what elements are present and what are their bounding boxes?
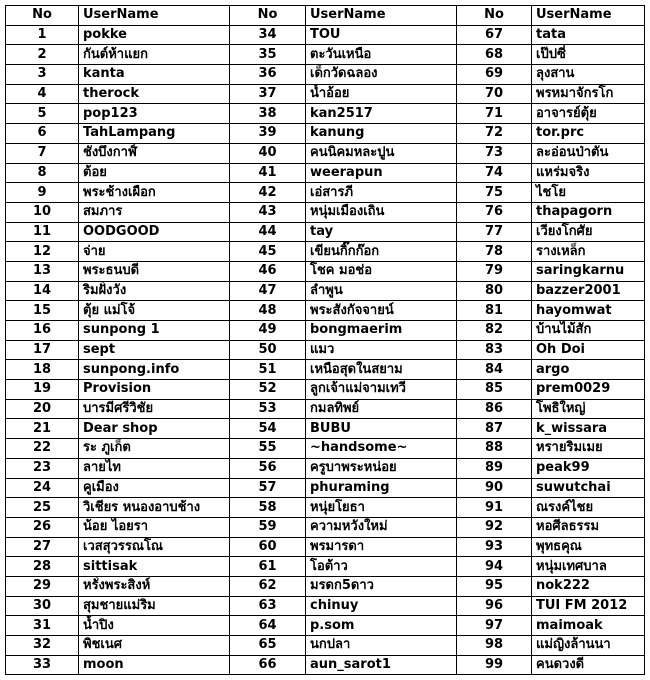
username-cell: พระช้างเผือก [79,183,230,203]
row-number-cell: 96 [457,596,532,616]
row-number-cell: 9 [6,183,79,203]
username-cell: nok222 [532,576,645,596]
row-number-cell: 4 [6,84,79,104]
username-cell: พุทธคุณ [532,537,645,557]
table-row [6,596,645,616]
row-number-cell: 87 [457,419,532,439]
table-row [6,478,645,498]
username-cell: sept [79,340,230,360]
row-number-cell: 54 [230,419,306,439]
row-number-cell: 88 [457,439,532,459]
username-cell: k_wissara [532,419,645,439]
table-row [6,616,645,636]
row-number-cell: 91 [457,498,532,518]
username-cell: คนนิคมหละปูน [306,143,457,163]
row-number-cell: 79 [457,261,532,281]
row-number-cell: 84 [457,360,532,380]
row-number-cell: 44 [230,222,306,242]
row-number-cell: 65 [230,636,306,656]
table-row [6,557,645,577]
username-sheet [5,5,645,675]
table-row [6,143,645,163]
row-number-cell: 50 [230,340,306,360]
username-cell: ลูกเจ้าแม่จามเทวี [306,380,457,400]
row-number-cell: 97 [457,616,532,636]
row-number-cell: 59 [230,517,306,537]
username-cell: โพธิใหญ่ [532,399,645,419]
row-number-cell: 71 [457,104,532,124]
row-number-cell: 80 [457,281,532,301]
username-cell: คนดวงดี [532,655,645,675]
username-cell: Oh Doi [532,340,645,360]
username-cell: moon [79,655,230,675]
row-number-cell: 15 [6,301,79,321]
table-row [6,321,645,341]
username-cell: รางเหล็ก [532,242,645,262]
username-cell: prem0029 [532,380,645,400]
row-number-cell: 24 [6,478,79,498]
table-row [6,222,645,242]
row-number-cell: 78 [457,242,532,262]
row-number-cell: 33 [6,655,79,675]
username-cell: pokke [79,25,230,45]
row-number-cell: 32 [6,636,79,656]
row-number-cell: 19 [6,380,79,400]
row-number-cell: 28 [6,557,79,577]
username-cell: บารมีศรีวิชัย [79,399,230,419]
username-cell: หนุ่ยโยธา [306,498,457,518]
username-cell: แม่ญิงล้านนา [532,636,645,656]
username-cell: หรายริมเมย [532,439,645,459]
username-cell: TOU [306,25,457,45]
username-cell: พระสังกัจจายน์ [306,301,457,321]
table-row [6,458,645,478]
row-number-cell: 76 [457,202,532,222]
row-number-cell: 14 [6,281,79,301]
username-cell: suwutchai [532,478,645,498]
username-cell: เอ่สารภี [306,183,457,203]
table-row [6,636,645,656]
header-no-3: No [457,6,532,26]
row-number-cell: 77 [457,222,532,242]
username-cell: ~handsome~ [306,439,457,459]
username-cell: ตุ้ย แม่โจ้ [79,301,230,321]
table-row [6,281,645,301]
username-cell: มรดก5ดาว [306,576,457,596]
table-row [6,517,645,537]
row-number-cell: 47 [230,281,306,301]
username-cell: แหร่มจริง [532,163,645,183]
username-cell: แมว [306,340,457,360]
row-number-cell: 45 [230,242,306,262]
row-number-cell: 69 [457,65,532,85]
header-username-1: UserName [79,6,230,26]
row-number-cell: 34 [230,25,306,45]
row-number-cell: 49 [230,321,306,341]
username-cell: ต้อย [79,163,230,183]
username-cell: kan2517 [306,104,457,124]
row-number-cell: 99 [457,655,532,675]
username-cell: tor.prc [532,124,645,144]
row-number-cell: 39 [230,124,306,144]
username-cell: โอต้าว [306,557,457,577]
header-row [6,6,645,26]
username-cell: จ่าย [79,242,230,262]
username-cell: บ้านไม้สัก [532,321,645,341]
username-cell: หรั่งพระสิงห์ [79,576,230,596]
row-number-cell: 75 [457,183,532,203]
username-cell: ตะวันเหนือ [306,45,457,65]
row-number-cell: 66 [230,655,306,675]
row-number-cell: 25 [6,498,79,518]
table-row [6,65,645,85]
username-cell: BUBU [306,419,457,439]
username-cell: bongmaerim [306,321,457,341]
username-cell: Dear shop [79,419,230,439]
row-number-cell: 8 [6,163,79,183]
username-cell: phuraming [306,478,457,498]
username-cell: ชังบึงกาฬ์ [79,143,230,163]
username-cell: เด็กวัดฉลอง [306,65,457,85]
row-number-cell: 30 [6,596,79,616]
row-number-cell: 17 [6,340,79,360]
row-number-cell: 82 [457,321,532,341]
username-cell: aun_sarot1 [306,655,457,675]
row-number-cell: 63 [230,596,306,616]
table-row [6,242,645,262]
username-cell: kanta [79,65,230,85]
row-number-cell: 40 [230,143,306,163]
username-cell: ริมฝั่งวัง [79,281,230,301]
username-cell: เป๊ปซี่ [532,45,645,65]
username-cell: weerapun [306,163,457,183]
row-number-cell: 10 [6,202,79,222]
username-cell: พรหมาจักรโก [532,84,645,104]
username-cell: ลำพูน [306,281,457,301]
username-cell: sunpong.info [79,360,230,380]
header-no-1: No [6,6,79,26]
header-username-2: UserName [306,6,457,26]
row-number-cell: 93 [457,537,532,557]
username-cell: therock [79,84,230,104]
table-row [6,399,645,419]
row-number-cell: 20 [6,399,79,419]
row-number-cell: 5 [6,104,79,124]
row-number-cell: 48 [230,301,306,321]
row-number-cell: 74 [457,163,532,183]
row-number-cell: 16 [6,321,79,341]
table-body [6,6,645,675]
table-row [6,439,645,459]
username-cell: สมภาร [79,202,230,222]
table-row [6,183,645,203]
row-number-cell: 64 [230,616,306,636]
table-row [6,576,645,596]
username-cell: thapagorn [532,202,645,222]
table-row [6,498,645,518]
row-number-cell: 60 [230,537,306,557]
username-cell: เขียนกิ๊กก๊อก [306,242,457,262]
row-number-cell: 13 [6,261,79,281]
row-number-cell: 38 [230,104,306,124]
username-cell: sittisak [79,557,230,577]
row-number-cell: 57 [230,478,306,498]
row-number-cell: 41 [230,163,306,183]
row-number-cell: 85 [457,380,532,400]
table-row [6,340,645,360]
username-cell: ครูบาพระหน่อย [306,458,457,478]
row-number-cell: 73 [457,143,532,163]
username-cell: กันต์ห้าแยก [79,45,230,65]
row-number-cell: 61 [230,557,306,577]
row-number-cell: 72 [457,124,532,144]
username-cell: tay [306,222,457,242]
row-number-cell: 11 [6,222,79,242]
row-number-cell: 29 [6,576,79,596]
row-number-cell: 58 [230,498,306,518]
username-cell: พรมารดา [306,537,457,557]
row-number-cell: 52 [230,380,306,400]
table-row [6,25,645,45]
row-number-cell: 23 [6,458,79,478]
row-number-cell: 68 [457,45,532,65]
username-cell: peak99 [532,458,645,478]
row-number-cell: 95 [457,576,532,596]
username-cell: เวสสุวรรณโณ [79,537,230,557]
username-cell: ไชโย [532,183,645,203]
row-number-cell: 94 [457,557,532,577]
row-number-cell: 70 [457,84,532,104]
table-row [6,360,645,380]
row-number-cell: 27 [6,537,79,557]
username-cell: ระ ภูเก็ต [79,439,230,459]
username-cell: kanung [306,124,457,144]
username-cell: วิเชียร หนองอาบช้าง [79,498,230,518]
row-number-cell: 46 [230,261,306,281]
row-number-cell: 55 [230,439,306,459]
username-cell: ลายไท [79,458,230,478]
username-cell: chinuy [306,596,457,616]
row-number-cell: 35 [230,45,306,65]
row-number-cell: 81 [457,301,532,321]
table-row [6,380,645,400]
row-number-cell: 6 [6,124,79,144]
row-number-cell: 31 [6,616,79,636]
table-row [6,124,645,144]
row-number-cell: 2 [6,45,79,65]
username-cell: argo [532,360,645,380]
username-cell: กมลทิพย์ [306,399,457,419]
username-cell: โชค มอช่อ [306,261,457,281]
username-cell: OODGOOD [79,222,230,242]
username-table [5,5,645,675]
username-cell: TUI FM 2012 [532,596,645,616]
row-number-cell: 18 [6,360,79,380]
username-cell: tata [532,25,645,45]
row-number-cell: 42 [230,183,306,203]
username-cell: saringkarnu [532,261,645,281]
username-cell: หนุ่มเทศบาล [532,557,645,577]
row-number-cell: 67 [457,25,532,45]
username-cell: ความหวังใหม่ [306,517,457,537]
row-number-cell: 51 [230,360,306,380]
header-username-3: UserName [532,6,645,26]
row-number-cell: 12 [6,242,79,262]
username-cell: ลุงสาน [532,65,645,85]
row-number-cell: 7 [6,143,79,163]
username-cell: น้ำปิง [79,616,230,636]
username-cell: pop123 [79,104,230,124]
username-cell: น้อย ไอยรา [79,517,230,537]
table-row [6,537,645,557]
row-number-cell: 56 [230,458,306,478]
header-no-2: No [230,6,306,26]
username-cell: เหนือสุดในสยาม [306,360,457,380]
username-cell: sunpong 1 [79,321,230,341]
row-number-cell: 92 [457,517,532,537]
table-row [6,655,645,675]
username-cell: พระธนบดี [79,261,230,281]
row-number-cell: 21 [6,419,79,439]
username-cell: bazzer2001 [532,281,645,301]
row-number-cell: 86 [457,399,532,419]
username-cell: ณรงค์ไชย [532,498,645,518]
table-row [6,419,645,439]
row-number-cell: 83 [457,340,532,360]
row-number-cell: 90 [457,478,532,498]
username-cell: TahLampang [79,124,230,144]
row-number-cell: 1 [6,25,79,45]
username-cell: พิชเนศ [79,636,230,656]
row-number-cell: 89 [457,458,532,478]
username-cell: นกปลา [306,636,457,656]
table-row [6,261,645,281]
username-cell: Provision [79,380,230,400]
username-cell: หนุ่มเมืองเถิน [306,202,457,222]
username-cell: สุมชายแม่ริม [79,596,230,616]
username-cell: hayomwat [532,301,645,321]
table-row [6,84,645,104]
table-row [6,45,645,65]
row-number-cell: 22 [6,439,79,459]
username-cell: คูเมือง [79,478,230,498]
row-number-cell: 26 [6,517,79,537]
row-number-cell: 98 [457,636,532,656]
username-cell: น้ำอ้อย [306,84,457,104]
table-row [6,163,645,183]
username-cell: หอศีลธรรม [532,517,645,537]
username-cell: p.som [306,616,457,636]
username-cell: ละอ่อนป่าตัน [532,143,645,163]
row-number-cell: 37 [230,84,306,104]
row-number-cell: 62 [230,576,306,596]
row-number-cell: 3 [6,65,79,85]
username-cell: เวียงโกศัย [532,222,645,242]
row-number-cell: 53 [230,399,306,419]
row-number-cell: 36 [230,65,306,85]
table-row [6,202,645,222]
table-row [6,301,645,321]
username-cell: อาจารย์ตุ้ย [532,104,645,124]
row-number-cell: 43 [230,202,306,222]
username-cell: maimoak [532,616,645,636]
table-row [6,104,645,124]
